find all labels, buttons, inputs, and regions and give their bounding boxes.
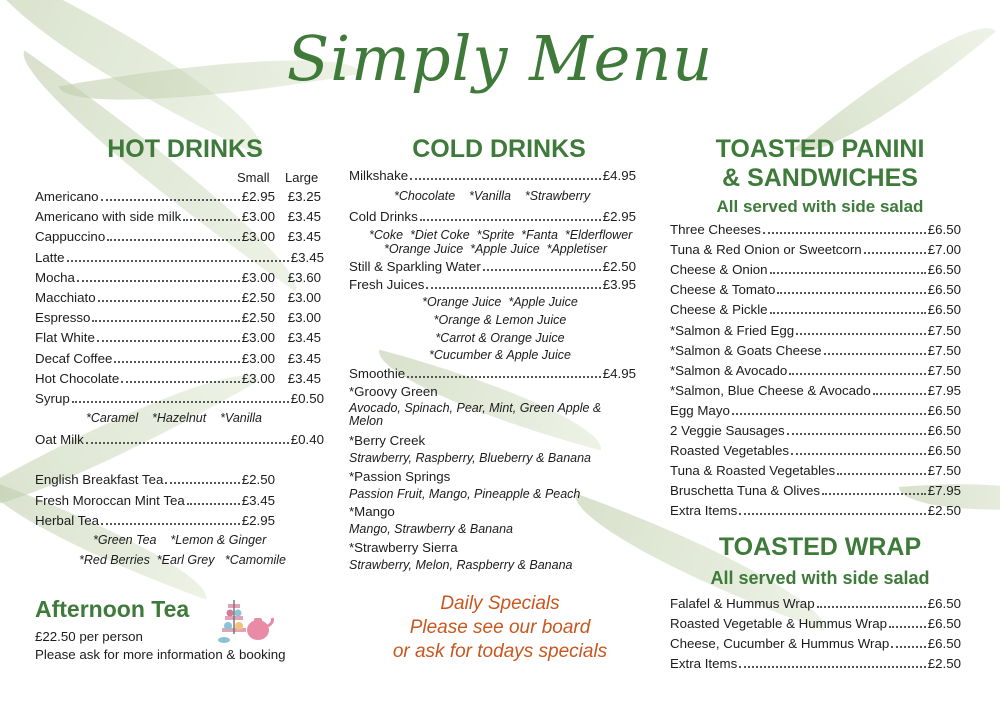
menu-item-row bbox=[35, 250, 324, 266]
dot-leader bbox=[165, 482, 239, 484]
teapot-icon bbox=[218, 598, 274, 644]
item-price-large: £3.45 bbox=[287, 370, 321, 386]
dot-leader bbox=[121, 381, 239, 383]
dot-leader bbox=[763, 232, 926, 234]
daily-specials bbox=[370, 592, 630, 664]
dot-leader bbox=[98, 300, 240, 302]
item-name: Cappuccino bbox=[35, 229, 106, 245]
item-name: Cheese & Tomato bbox=[670, 282, 776, 298]
item-name: Egg Mayo bbox=[670, 402, 730, 418]
dot-leader bbox=[822, 493, 926, 495]
specials-line-2: Please see our board bbox=[409, 617, 591, 638]
dot-leader bbox=[789, 373, 925, 375]
item-price-large: £3.00 bbox=[287, 290, 321, 305]
item-name: Roasted Vegetables bbox=[670, 443, 790, 459]
dot-leader bbox=[72, 401, 289, 403]
milkshake-options: *Chocolate *Vanilla *Strawberry bbox=[394, 189, 591, 203]
dot-leader bbox=[837, 473, 926, 475]
tea-options-line-2: *Red Berries *Earl Grey *Camomile bbox=[79, 553, 287, 567]
item-price: £2.50 bbox=[241, 472, 275, 487]
juices-row bbox=[349, 277, 636, 293]
item-name: Still & Sparkling Water bbox=[349, 259, 481, 274]
dot-leader bbox=[187, 503, 240, 505]
item-price-large: £3.45 bbox=[287, 330, 321, 346]
item-name: Milkshake bbox=[349, 168, 409, 183]
cold-drink-options-2: *Orange Juice *Apple Juice *Appletiser bbox=[384, 242, 608, 256]
item-price: £2.95 bbox=[241, 513, 275, 528]
smoothie-name: *Groovy Green bbox=[349, 384, 438, 399]
dot-leader bbox=[889, 626, 926, 628]
item-name: Cheese & Pickle bbox=[670, 302, 768, 318]
item-price: £4.95 bbox=[602, 168, 636, 183]
dot-leader bbox=[732, 413, 926, 415]
item-price-small: £3.00 bbox=[241, 209, 275, 225]
item-price: £6.50 bbox=[927, 443, 961, 459]
menu-item-row bbox=[35, 371, 321, 387]
menu-item-row bbox=[35, 351, 321, 367]
item-name: Falafel & Hummus Wrap bbox=[670, 596, 815, 611]
panini-subheading: All served with side salad bbox=[716, 197, 924, 216]
item-name: Decaf Coffee bbox=[35, 350, 113, 366]
item-price: £6.50 bbox=[927, 402, 961, 418]
item-price-large: £3.60 bbox=[287, 269, 321, 285]
menu-item-row bbox=[35, 290, 321, 306]
dot-leader bbox=[787, 433, 926, 435]
item-name: Fresh Moroccan Mint Tea bbox=[35, 492, 185, 508]
menu-item-row bbox=[670, 503, 961, 519]
tea-options-line-1: *Green Tea *Lemon & Ginger bbox=[93, 533, 267, 547]
small-column-header: Small bbox=[237, 170, 270, 185]
item-price-small: £2.95 bbox=[241, 189, 275, 204]
dot-leader bbox=[739, 666, 925, 668]
menu-item-row bbox=[670, 656, 961, 672]
large-column-header: Large bbox=[285, 170, 319, 185]
dot-leader bbox=[777, 292, 925, 294]
smoothie-name: *Berry Creek bbox=[349, 433, 426, 448]
item-price: £6.50 bbox=[927, 636, 961, 651]
item-price-small: £3.00 bbox=[241, 269, 275, 285]
smoothie-description: Avocado, Spinach, Pear, Mint, Green Apple & Melon bbox=[349, 401, 602, 428]
dot-leader bbox=[86, 442, 289, 444]
item-name: Fresh Juices bbox=[349, 277, 425, 292]
item-name: 2 Veggie Sausages bbox=[670, 423, 785, 438]
menu-item-row bbox=[670, 463, 961, 479]
dot-leader bbox=[739, 513, 925, 515]
menu-item-row bbox=[670, 222, 961, 238]
item-price: £2.95 bbox=[602, 209, 636, 224]
dot-leader bbox=[824, 353, 926, 355]
menu-item-row bbox=[35, 391, 324, 407]
item-price: £7.00 bbox=[927, 242, 961, 258]
smoothie-description: Strawberry, Raspberry, Blueberry & Banana bbox=[349, 451, 592, 465]
menu-item-row bbox=[670, 636, 961, 652]
dot-leader bbox=[67, 260, 289, 262]
item-name: Americano with side milk bbox=[35, 209, 182, 225]
item-price: £2.50 bbox=[927, 503, 961, 519]
item-name: Cheese, Cucumber & Hummus Wrap bbox=[670, 636, 890, 651]
smoothie-description: Passion Fruit, Mango, Pineapple & Peach bbox=[349, 487, 581, 501]
menu-item-row bbox=[35, 513, 275, 529]
menu-item-row bbox=[35, 270, 321, 286]
item-name: Bruschetta Tuna & Olives bbox=[670, 483, 821, 499]
dot-leader bbox=[817, 606, 926, 608]
menu-item-row bbox=[670, 343, 961, 359]
menu-item-row bbox=[670, 323, 961, 339]
menu-item-row bbox=[670, 616, 961, 632]
dot-leader bbox=[183, 219, 239, 221]
smoothie-name: *Strawberry Sierra bbox=[349, 540, 458, 555]
item-name: Smoothie bbox=[349, 366, 406, 381]
smoothie-description: Strawberry, Melon, Raspberry & Banana bbox=[349, 558, 573, 572]
item-price: £4.95 bbox=[602, 366, 636, 381]
item-price: £0.40 bbox=[290, 432, 324, 447]
item-name: Oat Milk bbox=[35, 432, 84, 447]
item-name: Extra Items bbox=[670, 656, 738, 671]
dot-leader bbox=[92, 320, 239, 322]
item-price: £7.50 bbox=[927, 322, 961, 338]
dot-leader bbox=[891, 646, 925, 648]
item-price: £7.95 bbox=[927, 382, 961, 398]
item-price-large: £3.45 bbox=[287, 350, 321, 366]
item-price: £2.50 bbox=[927, 656, 961, 671]
item-price-small: £2.50 bbox=[241, 310, 275, 326]
item-name: Mocha bbox=[35, 269, 75, 285]
item-price: £3.45 bbox=[241, 492, 275, 508]
afternoon-tea-heading: Afternoon Tea bbox=[35, 596, 190, 622]
item-name: *Salmon & Goats Cheese bbox=[670, 342, 822, 358]
item-name: *Salmon & Avocado bbox=[670, 362, 788, 378]
menu-item-row bbox=[670, 383, 961, 399]
smoothie-description: Mango, Strawberry & Banana bbox=[349, 522, 513, 536]
syrup-options: *Caramel *Hazelnut *Vanilla bbox=[86, 411, 263, 425]
juice-option: *Orange Juice *Apple Juice bbox=[422, 295, 578, 309]
item-price: £6.50 bbox=[927, 302, 961, 318]
item-name: Espresso bbox=[35, 310, 91, 326]
menu-item-row bbox=[35, 493, 275, 509]
dot-leader bbox=[770, 312, 926, 314]
dot-leader bbox=[420, 219, 601, 221]
dot-leader bbox=[873, 393, 926, 395]
item-price-large: £3.45 bbox=[287, 229, 321, 245]
cold-drinks-heading: COLD DRINKS bbox=[412, 135, 586, 163]
item-name: Cheese & Onion bbox=[670, 262, 768, 278]
menu-item-row bbox=[35, 189, 321, 205]
menu-item-row bbox=[670, 363, 961, 379]
dot-leader bbox=[410, 178, 601, 180]
item-price: £3.95 bbox=[602, 277, 636, 292]
specials-line-3: or ask for todays specials bbox=[392, 641, 608, 662]
wrap-heading: TOASTED WRAP bbox=[718, 533, 922, 561]
dot-leader bbox=[107, 239, 239, 241]
juice-option: *Carrot & Orange Juice bbox=[435, 331, 565, 345]
item-name: Tuna & Red Onion or Sweetcorn bbox=[670, 242, 862, 258]
item-price: £6.50 bbox=[927, 282, 961, 298]
item-price: £7.95 bbox=[927, 483, 961, 499]
cold-drink-options-1: *Coke *Diet Coke *Sprite *Fanta *Elderflower bbox=[369, 228, 633, 242]
menu-title: Simply Menu bbox=[286, 22, 714, 95]
dot-leader bbox=[426, 287, 600, 289]
dot-leader bbox=[791, 453, 926, 455]
smoothie-row bbox=[349, 366, 636, 382]
item-price: £6.50 bbox=[927, 616, 961, 631]
item-price: £2.50 bbox=[602, 259, 636, 274]
item-name: Hot Chocolate bbox=[35, 370, 120, 386]
dot-leader bbox=[101, 523, 240, 525]
panini-heading-line-1: TOASTED PANINI bbox=[715, 135, 925, 163]
item-name: English Breakfast Tea bbox=[35, 472, 164, 487]
item-price-large: £3.25 bbox=[287, 189, 321, 204]
item-price-small: £3.00 bbox=[241, 370, 275, 386]
wrap-subheading: All served with side salad bbox=[710, 568, 930, 588]
item-price: £7.50 bbox=[927, 362, 961, 378]
item-price: £7.50 bbox=[927, 342, 961, 358]
afternoon-tea-price: £22.50 per person bbox=[35, 629, 143, 644]
oat-milk-row bbox=[35, 432, 324, 448]
menu-item-row bbox=[670, 262, 961, 278]
item-price: £6.50 bbox=[927, 262, 961, 278]
item-price-small: £3.00 bbox=[241, 350, 275, 366]
juice-option: *Orange & Lemon Juice bbox=[433, 313, 567, 327]
dot-leader bbox=[864, 252, 926, 254]
dot-leader bbox=[114, 361, 239, 363]
menu-item-row bbox=[670, 242, 961, 258]
item-price: £6.50 bbox=[927, 222, 961, 237]
dot-leader bbox=[770, 272, 926, 274]
item-name: Roasted Vegetable & Hummus Wrap bbox=[670, 616, 888, 631]
menu-item-row bbox=[670, 483, 961, 499]
item-name: *Salmon & Fried Egg bbox=[670, 322, 795, 338]
item-price: £6.50 bbox=[927, 596, 961, 611]
water-row bbox=[349, 259, 636, 275]
menu-item-row bbox=[670, 423, 961, 439]
menu-item-row bbox=[670, 403, 961, 419]
item-name: Cold Drinks bbox=[349, 209, 418, 224]
item-name: Three Cheeses bbox=[670, 222, 761, 237]
menu-item-row bbox=[35, 229, 321, 245]
cold-drinks-row bbox=[349, 209, 636, 225]
item-price: £3.45 bbox=[290, 249, 324, 265]
menu-item-row bbox=[35, 209, 321, 225]
item-name: Macchiato bbox=[35, 290, 96, 305]
item-name: Latte bbox=[35, 249, 65, 265]
item-price-small: £3.00 bbox=[241, 229, 275, 245]
item-name: Americano bbox=[35, 189, 99, 204]
dot-leader bbox=[101, 199, 240, 201]
item-name: Flat White bbox=[35, 330, 95, 346]
menu-item-row bbox=[35, 330, 321, 346]
specials-line-1: Daily Specials bbox=[440, 593, 560, 614]
menu-item-row bbox=[670, 596, 961, 612]
menu-item-row bbox=[670, 443, 961, 459]
item-price: £7.50 bbox=[927, 463, 961, 479]
hot-drinks-heading: HOT DRINKS bbox=[107, 135, 263, 163]
item-price: £6.50 bbox=[927, 423, 961, 438]
item-name: Tuna & Roasted Vegetables bbox=[670, 463, 836, 479]
juice-option: *Cucumber & Apple Juice bbox=[429, 348, 571, 362]
item-price-small: £2.50 bbox=[241, 290, 275, 305]
item-price-small: £3.00 bbox=[241, 330, 275, 346]
afternoon-tea-info: Please ask for more information & booking bbox=[35, 647, 286, 662]
menu-item-row bbox=[35, 310, 321, 326]
smoothie-name: *Mango bbox=[349, 504, 395, 519]
panini-heading-line-2: & SANDWICHES bbox=[722, 164, 918, 192]
dot-leader bbox=[407, 376, 601, 378]
milkshake-row bbox=[349, 168, 636, 184]
item-name: Syrup bbox=[35, 391, 70, 406]
smoothie-name: *Passion Springs bbox=[349, 469, 451, 484]
dot-leader bbox=[77, 280, 240, 282]
menu-item-row bbox=[670, 302, 961, 318]
menu-item-row bbox=[670, 282, 961, 298]
item-name: *Salmon, Blue Cheese & Avocado bbox=[670, 382, 871, 398]
item-name: Extra Items bbox=[670, 503, 738, 519]
dot-leader bbox=[483, 269, 601, 271]
item-price-large: £3.00 bbox=[287, 310, 321, 326]
dot-leader bbox=[97, 340, 240, 342]
item-name: Herbal Tea bbox=[35, 513, 100, 528]
item-price-large: £3.45 bbox=[287, 209, 321, 225]
item-price: £0.50 bbox=[290, 391, 324, 406]
dot-leader bbox=[796, 333, 926, 335]
menu-item-row bbox=[35, 472, 275, 488]
